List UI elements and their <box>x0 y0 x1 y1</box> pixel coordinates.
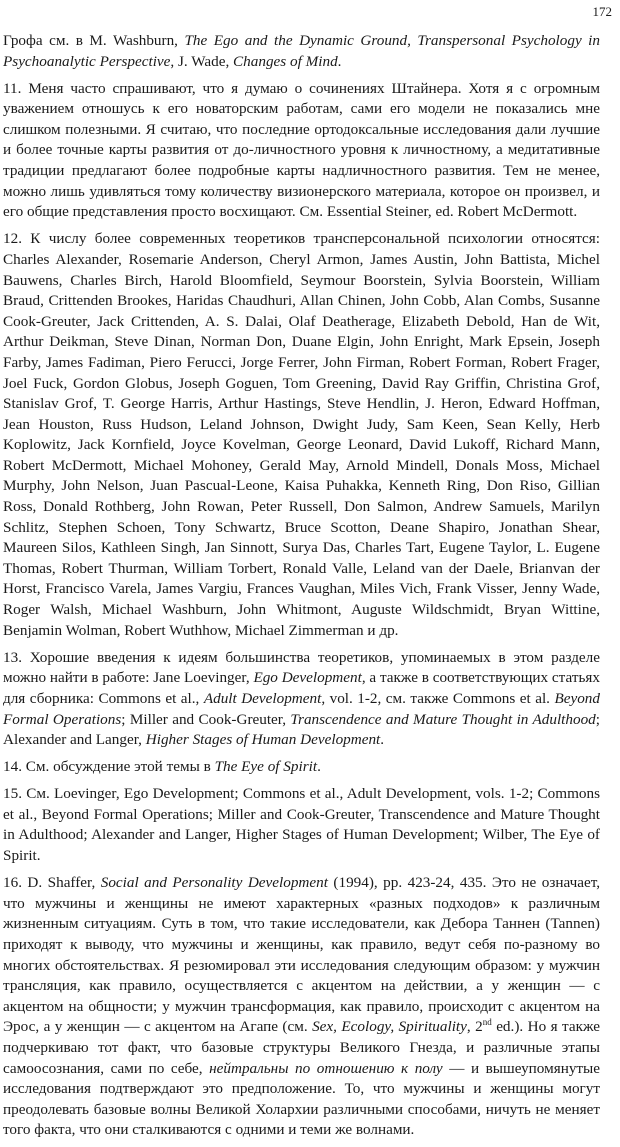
text-run: 13. Хорошие введения к идеям большинства теоретиков, упоминаемых в этом разделе можно найти в работе: Jane Loevinger, <box>3 648 600 687</box>
text-run: , 2 <box>466 1018 483 1036</box>
text-run: Грофа см. в M. Washburn, <box>3 32 185 49</box>
text-run: , J. Wade, <box>170 52 234 70</box>
text-run: , vol. 1-2, см. также Commons et al. <box>321 689 555 707</box>
footnote-16 <box>3 873 600 1141</box>
footnote-15 <box>3 784 600 866</box>
footnote-13 <box>3 648 600 751</box>
text-run: . <box>317 758 321 776</box>
italic-title: The Ego and the Dynamic Ground, Transpersonal Psychology in Psychoanalytic Perspective <box>3 32 600 70</box>
text-run: ed.). Но я также подчеркиваю тот факт, что базовые структуры Великого Гнезда, и различные этапы самоосознания, сами по себе, <box>3 1018 601 1077</box>
italic-title: Ego Development <box>253 669 362 687</box>
text-run: (1994), pp. 423-24, 435. Это не означает, что мужчины и женщины не имеют характерных «разных подходов» к различным жизненным ситуациям. Суть в том, что такие исследователи, как Дебора Таннен (Tannen) приходят к выводу, что мужчины и женщины, как правило, ведут себя по-разному во многих обстоятельствах. Я резюмировал эти исследования следующим образом: у мужчин трансляция, как правило, осуществляется с акцентом на действии, а у женщин — с акцентом на общности; у мужчин трансформация, как правило, происходит с акцентом на Эрос, а у женщин — с акцентом на Агапе (см. <box>3 874 600 1036</box>
italic-title: Sex, Ecology, Spirituality <box>312 1018 467 1036</box>
text-run: , а также в соответствующих статьях для сборника: Commons et al., <box>3 669 600 707</box>
superscript: nd <box>482 1017 492 1028</box>
footnote-12 <box>3 229 600 641</box>
footnote-14 <box>3 757 600 778</box>
text-run: ; Miller and Cook-Greuter, <box>121 710 291 728</box>
text-run: 14. См. обсуждение этой темы в <box>3 758 215 776</box>
footnote-11 <box>3 79 600 223</box>
footnotes-body <box>3 31 600 1147</box>
text-run: 16. D. Shaffer, <box>3 874 101 892</box>
italic-title: Higher Stages of Human Development <box>145 731 381 749</box>
text-run: ; Alexander and Langer, <box>3 710 600 749</box>
text-run: . <box>337 52 342 70</box>
italic-title: нейтральны по отношению к полу <box>209 1059 443 1077</box>
italic-title: Social and Personality Development <box>100 874 328 892</box>
text-run: — и вышеупомянутые исследования подтверждают это предположение. То, что мужчины и женщины могут преодолевать базовые волны Великой Холархии различными способами, ничуть не меняет того факта, что они сталкиваются с одними и теми же волнами. <box>3 1059 600 1139</box>
italic-title: The Eye of Spirit <box>214 758 318 776</box>
footnote-continuation <box>3 31 600 72</box>
text-run: 12. К числу более современных теоретиков трансперсональной психологии относятся: Charles Alexander, Rosemarie Anderson, Cheryl Armon, James Austin, John Battista, Michel Bauwens, Charles Birch, Harold Bloomfield, Seymour Boorstein, Sylvia Boorstein, William Braud, Crittenden Brookes, Haridas Chaudhuri, Allan Chinen, John Cobb, Alan Combs, Susanne Cook-Greuter, Jack Crittenden, A. S. Dalai, Olaf Deatherage, Elizabeth Debold, Han de Wit, Arthur Deikman, Steve Dinan, Norman Don, Duane Elgin, John Enright, Mark Epsein, Joseph Farby, James Fadiman, Piero Ferucci, Jorge Ferrer, John Firman, Robert Forman, Robert Frager, Joel Fuck, Gordon Globus, Joseph Goguen, Tom Greening, David Ray Griffin, Christina Grof, Stanislav Grof, T. George Harris, Arthur Hastings, Steve Hendlin, J. Heron, Edward Hoffman, Jean Houston, Russ Hudson, Leland Johnson, Dwight Judy, Sam Keen, Sean Kelly, Herb Koplowitz, Jack Kornfield, Joyce Kovelman, George Leonard, David Lukoff, Richard Mann, Robert McDermott, Michael Mohoney, Gerald May, Arnold Mindell, Donals Moss, Michael Murphy, John Nelson, Juan Pascual-Leone, Kaisa Puhakka, Kenneth Ring, Don Riso, Gillian Ross, Donald Rothberg, John Rowan, Peter Russell, Don Salmon, Andrew Samuels, Marilyn Schlitz, Stephen Schoen, Tony Schwartz, Bruce Scotton, Deane Shapiro, Jonathan Shear, Maureen Silos, Kathleen Singh, Jan Sinnott, Surya Das, Charles Tart, Eugene Taylor, L. Eugene Thomas, Robert Thurman, William Torbert, Ronald Valle, Leland van der Daele, Brianvan der Horst, Francisco Varela, James Vargiu, Frances Vaughan, Miles Vich, Frank Visser, Jenny Wade, Roger Walsh, Michael Washburn, John Whitmont, Auguste Wildschmidt, Bryan Wittine, Benjamin Wolman, Robert Wuthhow, Michael Zimmerman и др. <box>3 230 600 639</box>
italic-title: Adult Development <box>203 689 322 707</box>
page-number: 172 <box>592 4 612 19</box>
italic-title: Beyond Formal Operations <box>3 689 600 728</box>
text-run: . <box>380 731 385 749</box>
italic-title: Changes of Mind <box>233 52 338 70</box>
text-run: 15. См. Loevinger, Ego Development; Commons et al., Adult Development, vols. 1-2; Commons et al., Beyond Formal Operations; Miller and Cook-Greuter, Transcendence and Mature Thought in Adulthood; Alexander and Langer, Higher Stages of Human Development; Wilber, The Eye of Spirit. <box>3 785 600 865</box>
italic-title: Transcendence and Mature Thought in Adulthood <box>290 710 596 728</box>
text-run: 11. Меня часто спрашивают, что я думаю о сочинениях Штайнера. Хотя я с огромным уважением отношусь к его новаторским работам, сами его модели не показались мне слишком полезными. Я считаю, что последние ортодоксальные исследования дали лучшие и более точные карты развития от до-личностного уровня к личностному, а медитативные традиции предлагают более подробные карты надличностного развития. Тем не менее, можно лишь удивляться тому количеству визионерского материала, которое он произвел, и его общие представления просто восхищают. См. Essential Steiner, ed. Robert McDermott. <box>3 79 600 221</box>
